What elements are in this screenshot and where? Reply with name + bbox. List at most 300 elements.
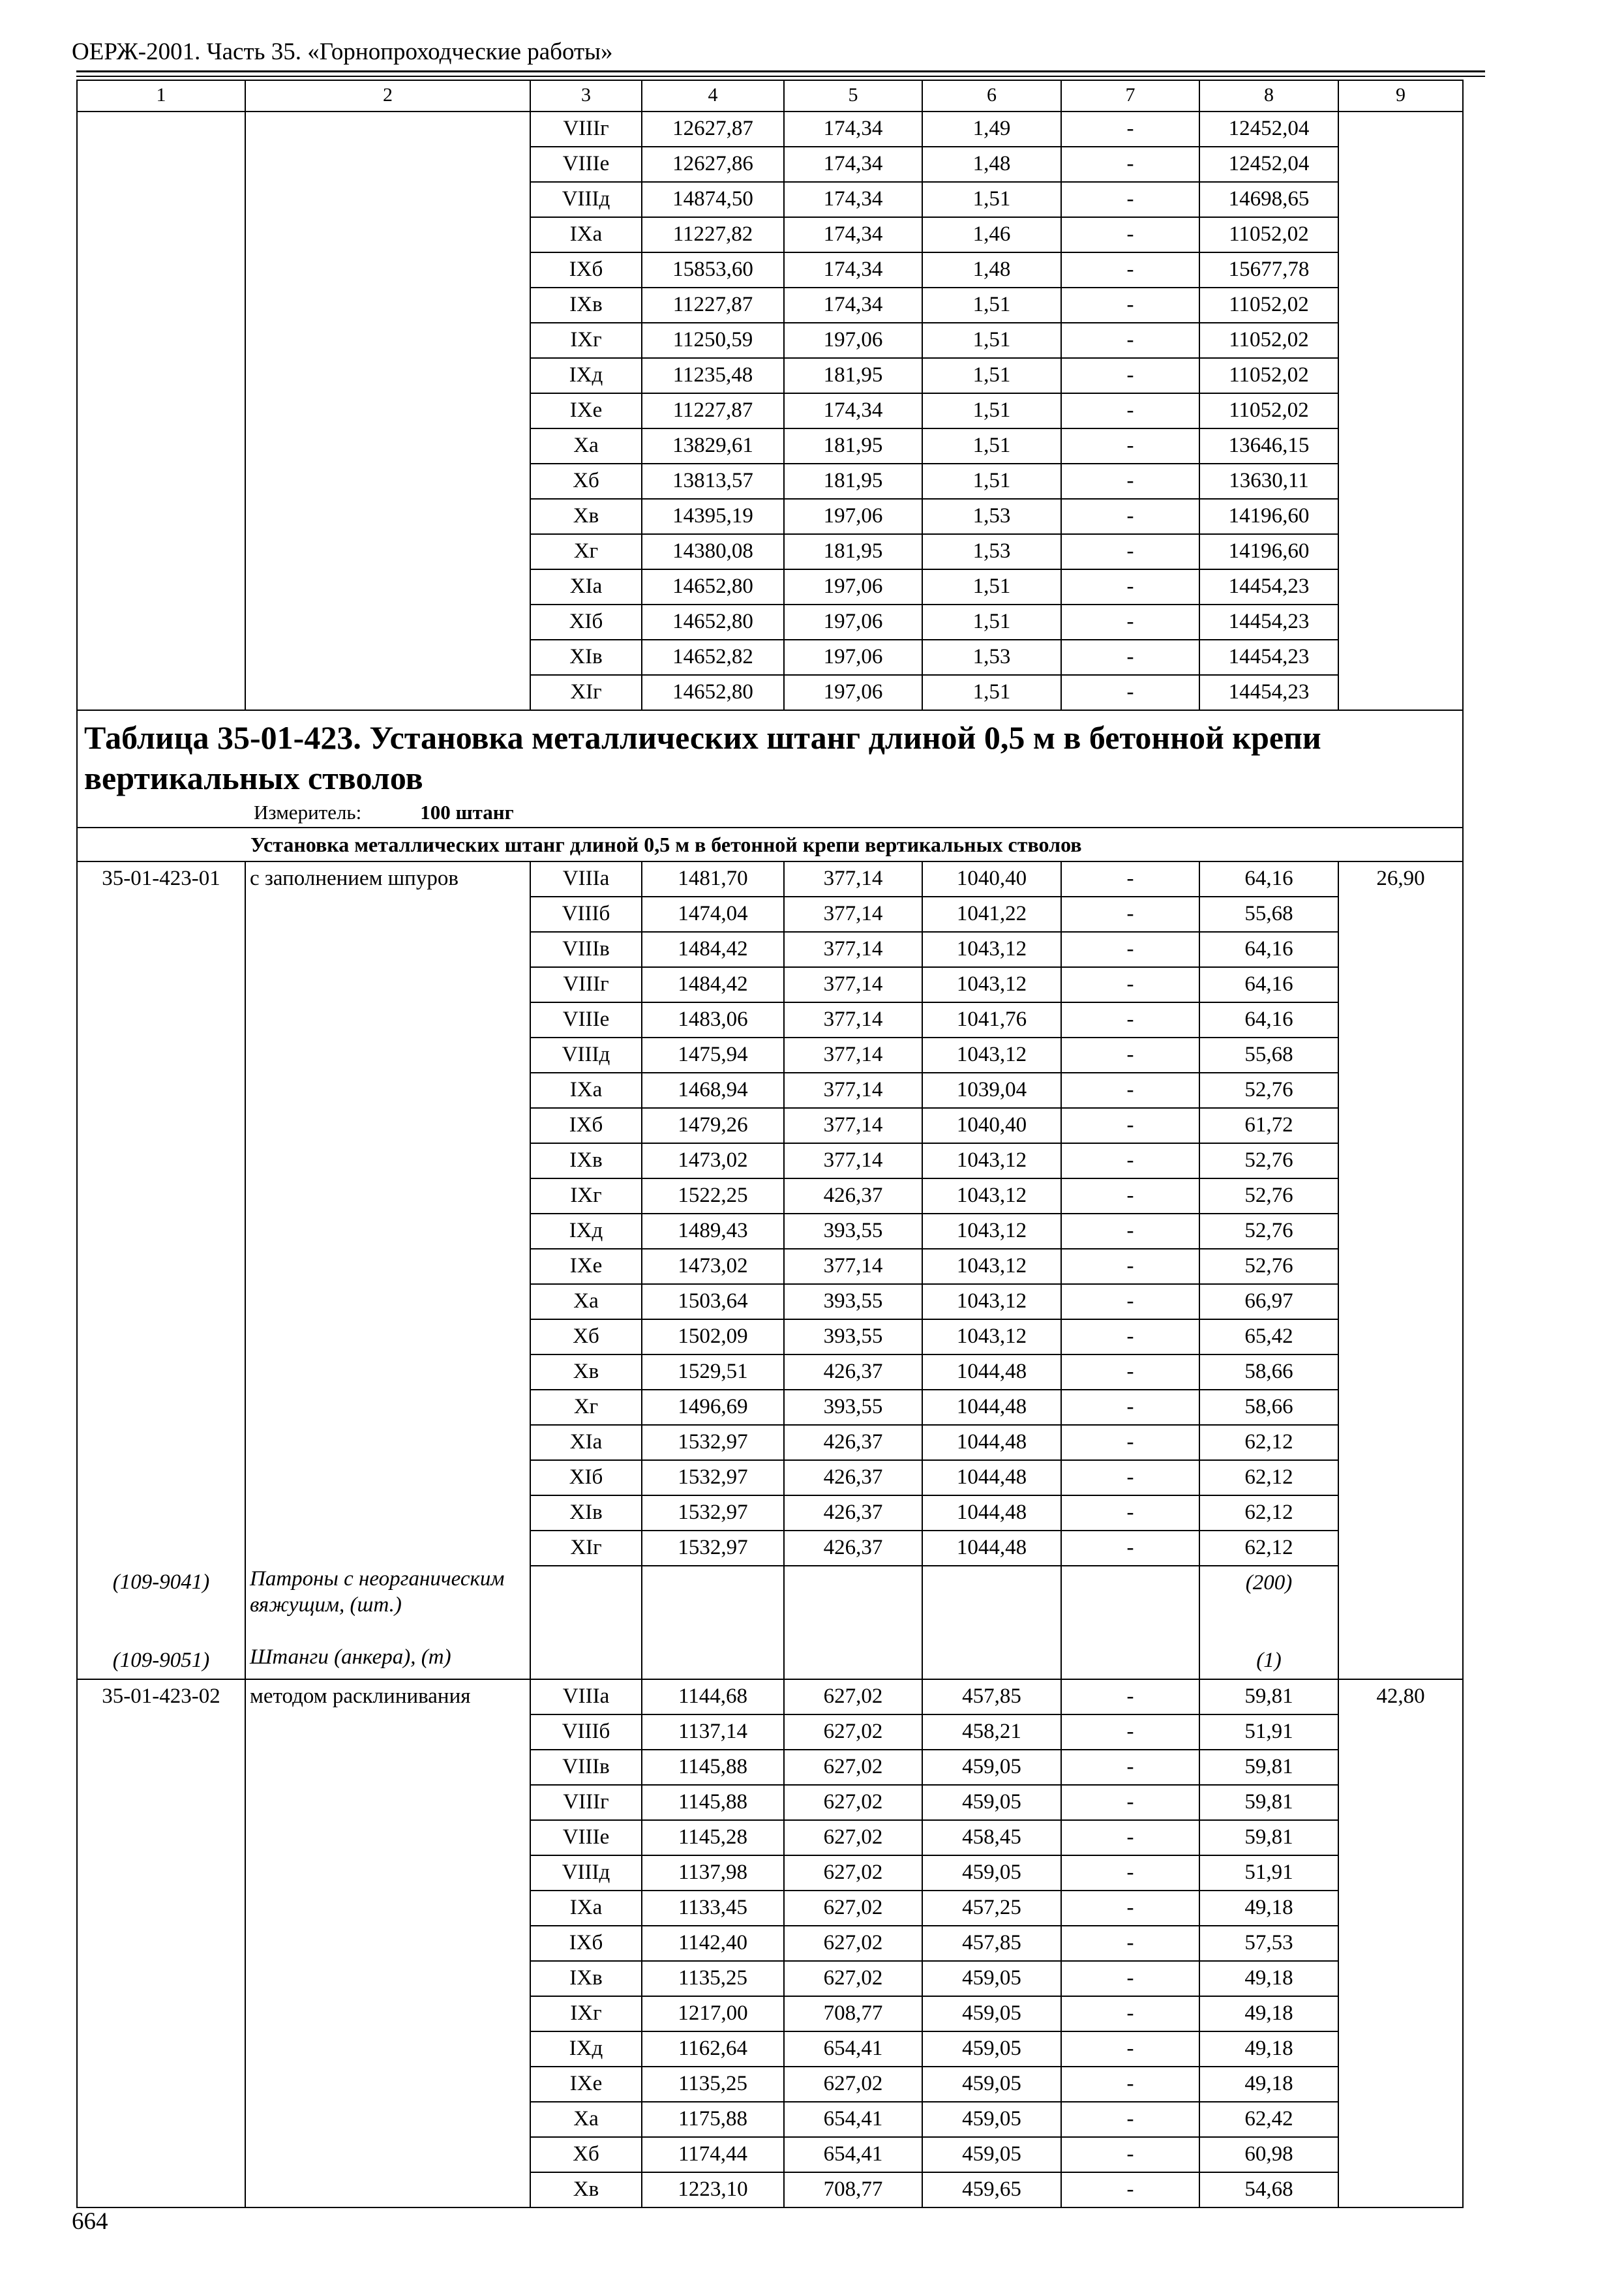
total-cost-cell: 14380,08 [642,534,784,569]
driver-wages-cell: - [1061,1531,1199,1566]
wages-cell: 377,14 [784,967,922,1002]
driver-wages-cell: - [1061,393,1199,428]
labor-cell [1338,1996,1463,2031]
table-row [77,1002,1463,1038]
wages-cell: 377,14 [784,861,922,897]
region-cell: XIв [530,1495,642,1531]
driver-wages-cell: - [1061,1495,1199,1531]
region-cell: VIIIа [530,1679,642,1714]
materials-cell: 49,18 [1199,1891,1338,1926]
total-cost-cell: 13813,57 [642,464,784,499]
driver-wages-cell: - [1061,2172,1199,2207]
machines-cell: 1044,48 [922,1531,1061,1566]
total-cost-cell: 1135,25 [642,1961,784,1996]
wages-cell: 393,55 [784,1284,922,1319]
code-cell [77,1073,245,1108]
code-cell [77,2172,245,2207]
region-cell: VIIIб [530,1714,642,1750]
name-cell [245,1495,530,1531]
name-cell [245,897,530,932]
total-cost-cell: 1223,10 [642,2172,784,2207]
code-cell [77,464,245,499]
table-row [77,1891,1463,1926]
wages-cell: 181,95 [784,534,922,569]
labor-cell [1338,2031,1463,2067]
labor-cell [1338,2137,1463,2172]
materials-cell: 14196,60 [1199,499,1338,534]
total-cost-cell: 1473,02 [642,1249,784,1284]
wages-cell: 627,02 [784,2067,922,2102]
driver-wages-cell: - [1061,605,1199,640]
resource-row [77,1644,1463,1679]
region-cell: IXг [530,1178,642,1214]
table-row [77,288,1463,323]
region-cell: IXа [530,217,642,252]
labor-cell [1338,1785,1463,1820]
wages-cell: 393,55 [784,1319,922,1354]
column-number: 4 [642,80,784,112]
materials-cell: 55,68 [1199,897,1338,932]
empty-cell [530,1644,642,1679]
wages-cell: 174,34 [784,112,922,147]
name-cell [245,605,530,640]
wages-cell: 197,06 [784,675,922,710]
name-cell [245,1249,530,1284]
driver-wages-cell: - [1061,2102,1199,2137]
code-cell [77,358,245,393]
materials-cell: 59,81 [1199,1750,1338,1785]
name-cell [245,288,530,323]
wages-cell: 426,37 [784,1354,922,1390]
table-row [77,1679,1463,1714]
materials-cell: 14698,65 [1199,182,1338,217]
name-cell [245,569,530,605]
region-cell: XIа [530,569,642,605]
labor-cell [1338,569,1463,605]
name-cell [245,1425,530,1460]
driver-wages-cell: - [1061,1143,1199,1178]
region-cell: VIIIд [530,182,642,217]
code-cell [77,967,245,1002]
labor-cell [1338,252,1463,288]
machines-cell: 458,45 [922,1820,1061,1855]
name-cell [245,2172,530,2207]
name-cell [245,358,530,393]
materials-cell: 52,76 [1199,1214,1338,1249]
wages-cell: 377,14 [784,1002,922,1038]
code-cell [77,1425,245,1460]
region-cell: VIIIг [530,1785,642,1820]
materials-cell: 11052,02 [1199,288,1338,323]
driver-wages-cell: - [1061,569,1199,605]
wages-cell: 174,34 [784,147,922,182]
table-title: Таблица 35-01-423. Установка металлических штанг длиной 0,5 м в бетонной крепи вертикальных стволов [84,719,1321,796]
materials-cell: 62,12 [1199,1531,1338,1566]
labor-cell [1338,1073,1463,1108]
name-cell [245,932,530,967]
region-cell: VIIIе [530,1820,642,1855]
region-cell: XIг [530,1531,642,1566]
region-cell: XIб [530,1460,642,1495]
machines-cell: 459,05 [922,1996,1061,2031]
total-cost-cell: 1522,25 [642,1178,784,1214]
table-row [77,1961,1463,1996]
name-cell [245,1390,530,1425]
machines-cell: 1044,48 [922,1425,1061,1460]
labor-cell [1338,1319,1463,1354]
empty-cell [1061,1644,1199,1679]
materials-cell: 14454,23 [1199,675,1338,710]
code-cell [77,1390,245,1425]
region-cell: IXд [530,358,642,393]
table-row [77,897,1463,932]
code-cell [77,897,245,932]
driver-wages-cell: - [1061,1178,1199,1214]
code-cell [77,2137,245,2172]
unit-line [84,798,1456,827]
driver-wages-cell: - [1061,252,1199,288]
region-cell: Xа [530,2102,642,2137]
name-cell [245,428,530,464]
code-cell [77,428,245,464]
total-cost-cell: 1502,09 [642,1319,784,1354]
materials-cell: 62,12 [1199,1425,1338,1460]
wages-cell: 174,34 [784,252,922,288]
wages-cell: 377,14 [784,1249,922,1284]
materials-cell: 64,16 [1199,967,1338,1002]
table-title-row [77,710,1463,828]
total-cost-cell: 1142,40 [642,1926,784,1961]
total-cost-cell: 1532,97 [642,1495,784,1531]
code-cell [77,1495,245,1531]
driver-wages-cell: - [1061,932,1199,967]
total-cost-cell: 1174,44 [642,2137,784,2172]
table-row [77,2067,1463,2102]
labor-cell [1338,640,1463,675]
table-row [77,675,1463,710]
total-cost-cell: 1468,94 [642,1073,784,1108]
driver-wages-cell: - [1061,534,1199,569]
item-code: 35-01-423-02 [77,1679,245,1714]
materials-cell: 49,18 [1199,2031,1338,2067]
machines-cell: 459,05 [922,1855,1061,1891]
machines-cell: 1,51 [922,323,1061,358]
total-cost-cell: 1479,26 [642,1108,784,1143]
labor-cell [1338,1002,1463,1038]
driver-wages-cell: - [1061,323,1199,358]
total-cost-cell: 1133,45 [642,1891,784,1926]
wages-cell: 426,37 [784,1460,922,1495]
wages-cell: 197,06 [784,323,922,358]
code-cell [77,1249,245,1284]
machines-cell: 459,05 [922,2031,1061,2067]
name-cell [245,1855,530,1891]
wages-cell: 627,02 [784,1785,922,1820]
code-cell [77,1855,245,1891]
table-row [77,1425,1463,1460]
table-row [77,428,1463,464]
section-title: Установка металлических штанг длиной 0,5 м в бетонной крепи вертикальных стволов [77,828,1463,861]
code-cell [77,182,245,217]
table-row [77,534,1463,569]
code-cell [77,1143,245,1178]
total-cost-cell: 1145,28 [642,1820,784,1855]
empty-cell [642,1644,784,1679]
machines-cell: 457,25 [922,1891,1061,1926]
machines-cell: 1,53 [922,499,1061,534]
region-cell: XIб [530,605,642,640]
name-cell [245,217,530,252]
region-cell: VIIIв [530,932,642,967]
total-cost-cell: 1532,97 [642,1531,784,1566]
table-row [77,2137,1463,2172]
name-cell [245,1354,530,1390]
driver-wages-cell: - [1061,182,1199,217]
materials-cell: 64,16 [1199,861,1338,897]
table-row [77,393,1463,428]
code-cell [77,605,245,640]
code-cell [77,1785,245,1820]
driver-wages-cell: - [1061,1961,1199,1996]
code-cell [77,252,245,288]
table-body [77,80,1463,2207]
code-cell [77,499,245,534]
code-cell [77,1996,245,2031]
labor-cell [1338,605,1463,640]
driver-wages-cell: - [1061,1249,1199,1284]
name-cell [245,464,530,499]
region-cell: IXд [530,2031,642,2067]
region-cell: Xб [530,1319,642,1354]
table-row [77,932,1463,967]
labor-cell [1338,2172,1463,2207]
machines-cell: 1,53 [922,534,1061,569]
labor-cell [1338,1038,1463,1073]
machines-cell: 1,48 [922,147,1061,182]
total-cost-cell: 11235,48 [642,358,784,393]
total-cost-cell: 14874,50 [642,182,784,217]
labor-cell [1338,1425,1463,1460]
name-cell [245,1214,530,1249]
machines-cell: 1,51 [922,428,1061,464]
table-row [77,252,1463,288]
region-cell: IXв [530,1961,642,1996]
wages-cell: 174,34 [784,288,922,323]
code-cell [77,147,245,182]
total-cost-cell: 1481,70 [642,861,784,897]
region-cell: Xг [530,1390,642,1425]
driver-wages-cell: - [1061,1354,1199,1390]
driver-wages-cell: - [1061,2031,1199,2067]
materials-cell: 55,68 [1199,1038,1338,1073]
machines-cell: 459,05 [922,1750,1061,1785]
materials-cell: 58,66 [1199,1354,1338,1390]
table-title-cell [77,710,1463,828]
machines-cell: 1,51 [922,675,1061,710]
wages-cell: 174,34 [784,182,922,217]
resource-name: Патроны с неорганическим вяжущим, (шт.) [245,1566,530,1644]
labor-cell [1338,1891,1463,1926]
wages-cell: 377,14 [784,897,922,932]
machines-cell: 458,21 [922,1714,1061,1750]
labor-cell [1338,1390,1463,1425]
region-cell: VIIIб [530,897,642,932]
machines-cell: 1,48 [922,252,1061,288]
labor-cell [1338,288,1463,323]
name-cell [245,1531,530,1566]
wages-cell: 627,02 [784,1750,922,1785]
code-cell [77,2067,245,2102]
materials-cell: 64,16 [1199,932,1338,967]
table-row [77,1926,1463,1961]
driver-wages-cell: - [1061,217,1199,252]
table-row [77,1750,1463,1785]
driver-wages-cell: - [1061,499,1199,534]
table-row [77,1354,1463,1390]
labor-cell [1338,428,1463,464]
labor-cell [1338,464,1463,499]
name-cell [245,1002,530,1038]
region-cell: IXа [530,1073,642,1108]
driver-wages-cell: - [1061,1679,1199,1714]
table-row [77,1073,1463,1108]
name-cell [245,323,530,358]
materials-cell: 64,16 [1199,1002,1338,1038]
driver-wages-cell: - [1061,288,1199,323]
resource-qty: (200) [1199,1566,1338,1644]
materials-cell: 66,97 [1199,1284,1338,1319]
table-row [77,2102,1463,2137]
table-row [77,182,1463,217]
code-cell [77,675,245,710]
total-cost-cell: 12627,86 [642,147,784,182]
code-cell [77,1319,245,1354]
price-table [76,80,1464,2208]
driver-wages-cell: - [1061,1820,1199,1855]
driver-wages-cell: - [1061,1390,1199,1425]
labor-cell [1338,675,1463,710]
region-cell: VIIIе [530,1002,642,1038]
wages-cell: 708,77 [784,2172,922,2207]
total-cost-cell: 12627,87 [642,112,784,147]
labor-cell [1338,2067,1463,2102]
column-number: 5 [784,80,922,112]
materials-cell: 62,42 [1199,2102,1338,2137]
table-row [77,1249,1463,1284]
code-cell [77,1961,245,1996]
labor-cell [1338,1714,1463,1750]
table-row [77,1214,1463,1249]
region-cell: IXе [530,393,642,428]
wages-cell: 627,02 [784,1891,922,1926]
table-row [77,464,1463,499]
machines-cell: 1044,48 [922,1460,1061,1495]
machines-cell: 1044,48 [922,1390,1061,1425]
driver-wages-cell: - [1061,1002,1199,1038]
machines-cell: 1040,40 [922,861,1061,897]
wages-cell: 708,77 [784,1996,922,2031]
materials-cell: 49,18 [1199,2067,1338,2102]
labor-cell [1338,2102,1463,2137]
materials-cell: 51,91 [1199,1855,1338,1891]
region-cell: VIIIг [530,112,642,147]
machines-cell: 1043,12 [922,1284,1061,1319]
name-cell [245,640,530,675]
name-cell [245,2102,530,2137]
driver-wages-cell: - [1061,1750,1199,1785]
machines-cell: 1,53 [922,640,1061,675]
column-number: 9 [1338,80,1463,112]
machines-cell: 1043,12 [922,967,1061,1002]
materials-cell: 14454,23 [1199,569,1338,605]
labor-cell [1338,1750,1463,1785]
table-row [77,1785,1463,1820]
labor-cell [1338,499,1463,534]
code-cell [77,1531,245,1566]
region-cell: IXа [530,1891,642,1926]
name-cell [245,1284,530,1319]
total-cost-cell: 1529,51 [642,1354,784,1390]
region-cell: IXв [530,1143,642,1178]
region-cell: VIIIа [530,861,642,897]
page-number: 664 [72,2208,108,2235]
total-cost-cell: 14652,80 [642,605,784,640]
code-cell [77,288,245,323]
materials-cell: 54,68 [1199,2172,1338,2207]
driver-wages-cell: - [1061,1460,1199,1495]
materials-cell: 62,12 [1199,1460,1338,1495]
machines-cell: 1,46 [922,217,1061,252]
wages-cell: 393,55 [784,1214,922,1249]
code-cell [77,1002,245,1038]
resource-row [77,1566,1463,1644]
total-cost-cell: 14652,80 [642,569,784,605]
total-cost-cell: 1532,97 [642,1460,784,1495]
materials-cell: 52,76 [1199,1073,1338,1108]
region-cell: IXб [530,252,642,288]
name-cell [245,252,530,288]
materials-cell: 58,66 [1199,1390,1338,1425]
materials-cell: 14454,23 [1199,640,1338,675]
driver-wages-cell: - [1061,1108,1199,1143]
table-row [77,1319,1463,1354]
region-cell: IXг [530,323,642,358]
materials-cell: 11052,02 [1199,393,1338,428]
total-cost-cell: 1137,98 [642,1855,784,1891]
machines-cell: 459,05 [922,2102,1061,2137]
wages-cell: 181,95 [784,428,922,464]
wages-cell: 174,34 [784,393,922,428]
code-cell [77,1354,245,1390]
machines-cell: 1,51 [922,605,1061,640]
driver-wages-cell: - [1061,640,1199,675]
wages-cell: 181,95 [784,464,922,499]
machines-cell: 459,05 [922,2137,1061,2172]
region-cell: VIIIг [530,967,642,1002]
driver-wages-cell: - [1061,112,1199,147]
code-cell [77,323,245,358]
resource-code: (109-9051) [77,1644,245,1679]
region-cell: IXд [530,1214,642,1249]
materials-cell: 52,76 [1199,1249,1338,1284]
region-cell: Xа [530,1284,642,1319]
table-row [77,112,1463,147]
region-cell: XIг [530,675,642,710]
wages-cell: 627,02 [784,1820,922,1855]
column-number: 2 [245,80,530,112]
machines-cell: 1043,12 [922,1143,1061,1178]
column-number: 7 [1061,80,1199,112]
